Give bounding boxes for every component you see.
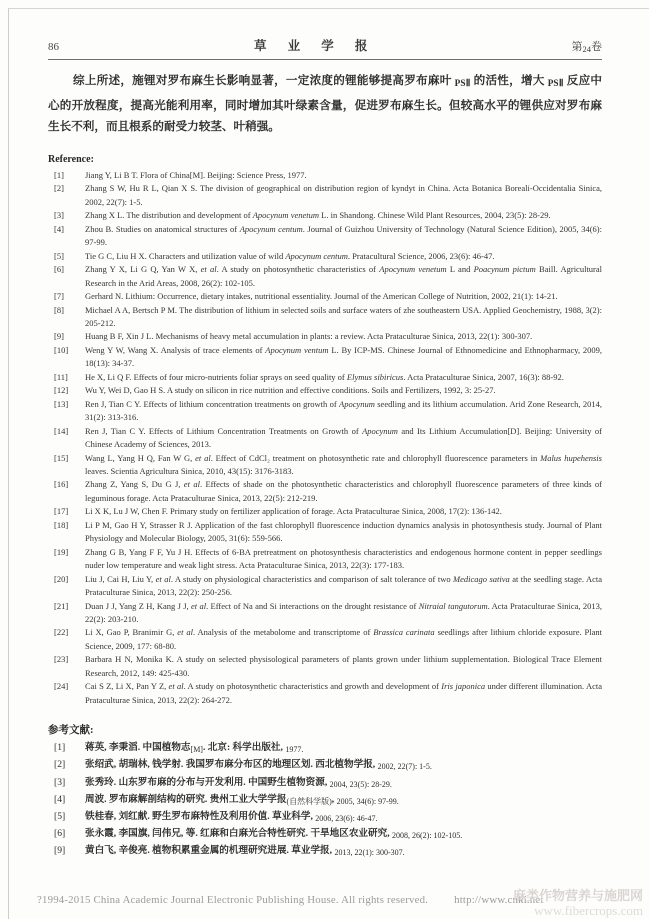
reference-number: [4]: [54, 793, 66, 805]
reference-text: Ren J, Tian C Y. Effects of lithium concentration treatments on growth of Apocynum seedling and its lithium accumulation. Arid Zone Research, 2014, 31(2): 313-316.: [85, 398, 602, 423]
reference-text: Barbara H N, Monika K. A study on selected physisological parameters of plants grown under lithium supplementation. Biological Trace Element Research, 2012, 149: 425-430.: [85, 654, 602, 678]
reference-text: 张永霞, 李国旗, 闫伟兄, 等. 红麻和白麻光合特性研究. 干旱地区农业研究, $_{2008, 26(2): 102-105.}$: [85, 828, 463, 841]
reference-number: [20]: [54, 573, 69, 584]
conclusion-paragraph: 综上所述，施锂对罗布麻生长影响显著，一定浓度的锂能够提高罗布麻叶 PSⅡ 的活性，增大 PSⅡ 反应中心的开放程度，提高光能利用率，同时增加其叶绿素含量，促进罗布麻生长。但较高水平的锂供应对罗布麻生长不利，而且根系的耐受力较茎、叶稍强。: [48, 74, 602, 133]
reference-item: [48, 809, 602, 826]
reference-number: [2]: [54, 183, 64, 194]
reference-item: [48, 478, 602, 505]
reference-number: [6]: [54, 264, 64, 275]
reference-text: 张绍武, 胡瑞林, 钱学射. 我国罗布麻分布区的地理区划. 西北植物学报, $_{2002, 22(7): 1-5.}$: [85, 759, 432, 772]
reference-text: Ren J, Tian C Y. Effects of Lithium Concentration Treatments on Growth of Apocynum and Its Lithium Accumulation[D]. Beijing: University of Chinese Academy of Sciences, 2013.: [85, 425, 602, 450]
reference-number: [1]: [54, 742, 66, 754]
reference-text: Huang B F, Xin J L. Mechanisms of heavy metal accumulation in plants: a review. Acta Prataculturae Sinica, 2013, 22(1): 300-307.: [85, 331, 533, 342]
reference-item: [48, 653, 602, 680]
watermark-site-name: 麻类作物营养与施肥网: [512, 888, 643, 903]
reference-text: Michael A A, Bertsch P M. The distribution of lithium in selected soils and surface waters of zhe southeastern USA. Applied Geochemistry, 1988, 3(2): 205-212.: [85, 304, 602, 328]
reference-text: 铁桂春, 刘红献. 野生罗布麻特性及利用价值. 草业科学, $_{2006, 23(6): 46-47.}$: [85, 810, 378, 823]
reference-text: 蒋英, 李秉滔. 中国植物志$_{[M]}$. 北京: 科学出版社, $_{1977.}$: [85, 742, 304, 755]
reference-item: [48, 740, 602, 757]
reference-number: [5]: [54, 810, 66, 822]
reference-heading-en: Reference:: [48, 154, 94, 165]
reference-item: [48, 519, 602, 546]
reference-item: [48, 384, 602, 397]
reference-number: [12]: [54, 385, 69, 396]
reference-item: [48, 182, 602, 209]
reference-item: [48, 209, 602, 222]
page-content: [48, 36, 602, 861]
reference-item: [48, 757, 602, 774]
reference-number: [22]: [54, 627, 69, 638]
volume-prefix: 第: [571, 41, 583, 53]
reference-item: [48, 425, 602, 452]
reference-number: [10]: [54, 344, 69, 355]
reference-text: 周波. 罗布麻解剖结构的研究. 贵州工业大学学报$_{(自然科学版)}$, $_{2005, 34(6): 97-99.}$: [85, 793, 399, 806]
reference-text: Zhang Y X, Li G Q, Yan W X, et al. A study on photosynthetic characteristics of Apocynum venetum L and Poacynum pictum Baill. Agricultural Research in the Arid Areas, 2008, 26(2): 102-105.: [85, 264, 603, 288]
reference-item: [48, 452, 602, 479]
reference-item: [48, 505, 602, 518]
reference-item: [48, 304, 602, 331]
reference-number: [4]: [54, 223, 64, 234]
reference-item: [48, 250, 602, 263]
volume-label: [571, 38, 602, 54]
reference-item: [48, 169, 602, 182]
reference-item: [48, 371, 602, 384]
reference-number: [7]: [54, 291, 64, 302]
reference-item: [48, 398, 602, 425]
watermark-site-url: www.fibercrops.com: [534, 903, 643, 918]
reference-item: [48, 290, 602, 303]
reference-number: [8]: [54, 304, 64, 315]
reference-number: [19]: [54, 546, 69, 557]
reference-item: [48, 546, 602, 573]
reference-number: [2]: [54, 759, 66, 771]
footer-copyright: [37, 894, 544, 906]
reference-number: [9]: [54, 845, 66, 857]
page-number: 86: [48, 41, 59, 53]
volume-suffix: 卷: [590, 41, 602, 53]
reference-text: Zhang X L. The distribution and development of Apocynum venetum L. in Shandong. Chinese Wild Plant Resources, 2004, 23(5): 28-29.: [85, 210, 551, 221]
reference-text: Wu Y, Wei D, Gao H S. A study on silicon in rice nutrition and effective conditions. Soils and Fertilizers, 1992, 3: 25-27.: [85, 385, 496, 396]
reference-number: [3]: [54, 210, 64, 221]
journal-title: 草 业 学 报: [254, 39, 377, 53]
reference-number: [6]: [54, 828, 66, 840]
reference-text: 黄白飞, 辛俊亮. 植物积累重金属的机理研究进展. 草业学报, $_{2013, 22(1): 300-307.}$: [85, 845, 405, 858]
reference-text: Li X, Gao P, Branimir G, et al. Analysis of the metabolome and transcriptome of Brassica carinata seedlings after lithium chloride exposure. Plant Science, 2009, 177: 68-80.: [85, 627, 602, 651]
reference-item: [48, 775, 602, 792]
reference-text: Cai S Z, Li X, Pan Y Z, et al. A study on photosynthetic characteristics and growth and development of Iris japonica under different illumination. Acta Prataculturae Sinica, 2013, 22(2): 264-272.: [85, 681, 602, 705]
header-rule: [48, 59, 602, 60]
reference-number: [18]: [54, 519, 69, 530]
reference-item: [48, 263, 602, 290]
reference-text: Li X K, Lu J W, Chen F. Primary study on fertilizer application of forage. Acta Prataculturae Sinica, 2008, 17(2): 136-142.: [85, 506, 502, 517]
reference-text: Zhou B. Studies on anatomical structures of Apocynum centum. Journal of Guizhou University of Technology (Natural Science Edition), 2005, 34(6): 97-99.: [85, 223, 602, 248]
reference-text: Jiang Y, Li B T. Flora of China[M]. Beijing: Science Press, 1977.: [85, 170, 307, 180]
reference-item: [48, 330, 602, 343]
reference-number: [1]: [54, 170, 64, 180]
reference-text: Wang L, Yang H Q, Fan W G, et al. Effect of CdCl₂ treatment on photosynthetic rate and chlorophyll fluorescence parameters in Malus hupehensis leaves. Scientia Agricultura Sinica, 2010, 43(15): 3176-3183.: [85, 452, 602, 476]
watermark: [513, 888, 643, 918]
reference-item: [48, 826, 602, 843]
reference-number: [17]: [54, 506, 69, 517]
reference-item: [48, 680, 602, 707]
reference-number: [9]: [54, 331, 64, 342]
reference-number: [16]: [54, 479, 69, 490]
reference-text: Weng Y W, Wang X. Analysis of trace elements of Apocynum ventum L. By ICP-MS. Chinese Journal of Ethnomedicine and Ethnopharmacy, 2009, 18(13): 34-37.: [85, 344, 602, 369]
reference-number: [3]: [54, 776, 66, 788]
reference-heading-cn: 参考文献:: [48, 725, 94, 737]
reference-number: [24]: [54, 681, 69, 692]
reference-item: [48, 792, 602, 809]
reference-text: Li P M, Gao H Y, Strasser R J. Application of the fast chlorophyll fluorescence induction dynamics analysis in photosynthesis study. Journal of Plant Physiology and Molecular Biology, 2005, 31(6): 559-566.: [85, 519, 602, 544]
reference-number: [23]: [54, 654, 69, 665]
reference-number: [13]: [54, 398, 69, 409]
page-header: [48, 36, 602, 54]
reference-number: [11]: [54, 371, 68, 382]
reference-list-cn: [48, 740, 602, 860]
reference-number: [21]: [54, 600, 69, 611]
reference-text: Liu J, Cai H, Liu Y, et al. A study on physiological characteristics and comparison of salt tolerance of two Medicago sativa at the seedling stage. Acta Prataculturae Sinica, 2013, 22(2): 250-256.: [85, 573, 602, 598]
reference-text: Zhang G B, Yang F F, Yu J H. Effects of 6-BA pretreatment on photosynthesis characteristics and endogenous hormone content in pepper seedlings nuder low temperature and weak light stress. Acta Prataculturae Sinica, 2013, 22(3): 177-183.: [85, 546, 602, 571]
reference-number: [5]: [54, 250, 64, 261]
reference-text: Gerhard N. Lithium: Occurrence, dietary intakes, nutritional essentiality. Journal of the American College of Nutrition, 2002, 21(1): 14-21.: [85, 291, 558, 302]
reference-item: [48, 573, 602, 600]
reference-item: [48, 344, 602, 371]
cnki-url: http://www.cnki.net: [454, 894, 544, 906]
reference-text: He X, Li Q F. Effects of four micro-nutrients foliar sprays on seed quality of Elymus sibiricus. Acta Prataculturae Sinica, 2007, 16(3): 88-92.: [85, 371, 564, 382]
reference-text: Duan J J, Yang Z H, Kang J J, et al. Effect of Na and Si interactions on the drought resistance of Nitraial tangutorum. Acta Prataculturae Sinica, 2013, 22(2): 203-210.: [85, 600, 602, 624]
reference-text: Zhang Z, Yang S, Du G J, et al. Effects of shade on the photosynthetic characteristics and chlorophyll fluorescence parameters of three kinds of leguminous forage. Acta Prataculturae Sinica, 2013, 22(5): 212-219.: [85, 479, 602, 503]
reference-list-en: [48, 169, 602, 707]
reference-number: [15]: [54, 452, 69, 463]
reference-item: [48, 223, 602, 250]
reference-item: [48, 843, 602, 860]
volume-number: 24: [582, 44, 591, 54]
reference-item: [48, 600, 602, 627]
reference-text: Zhang S W, Hu R L, Qian X S. The division of geographical on distribution region of kyndyt in China. Acta Botanica Boreali-Occidentalia Sinica, 2002, 22(7): 1-5.: [85, 183, 602, 207]
reference-item: [48, 626, 602, 653]
copyright-text: ?1994-2015 China Academic Journal Electronic Publishing House. All rights reserved.: [37, 894, 429, 906]
reference-text: 张秀玲. 山东罗布麻的分布与开发利用. 中国野生植物资源, $_{2004, 23(5): 28-29.}$: [85, 776, 392, 789]
reference-text: Tie G C, Liu H X. Characters and utilization value of wild Apocynum centum. Pratacultural Science, 2006, 23(6): 46-47.: [85, 250, 495, 261]
reference-number: [14]: [54, 425, 69, 436]
